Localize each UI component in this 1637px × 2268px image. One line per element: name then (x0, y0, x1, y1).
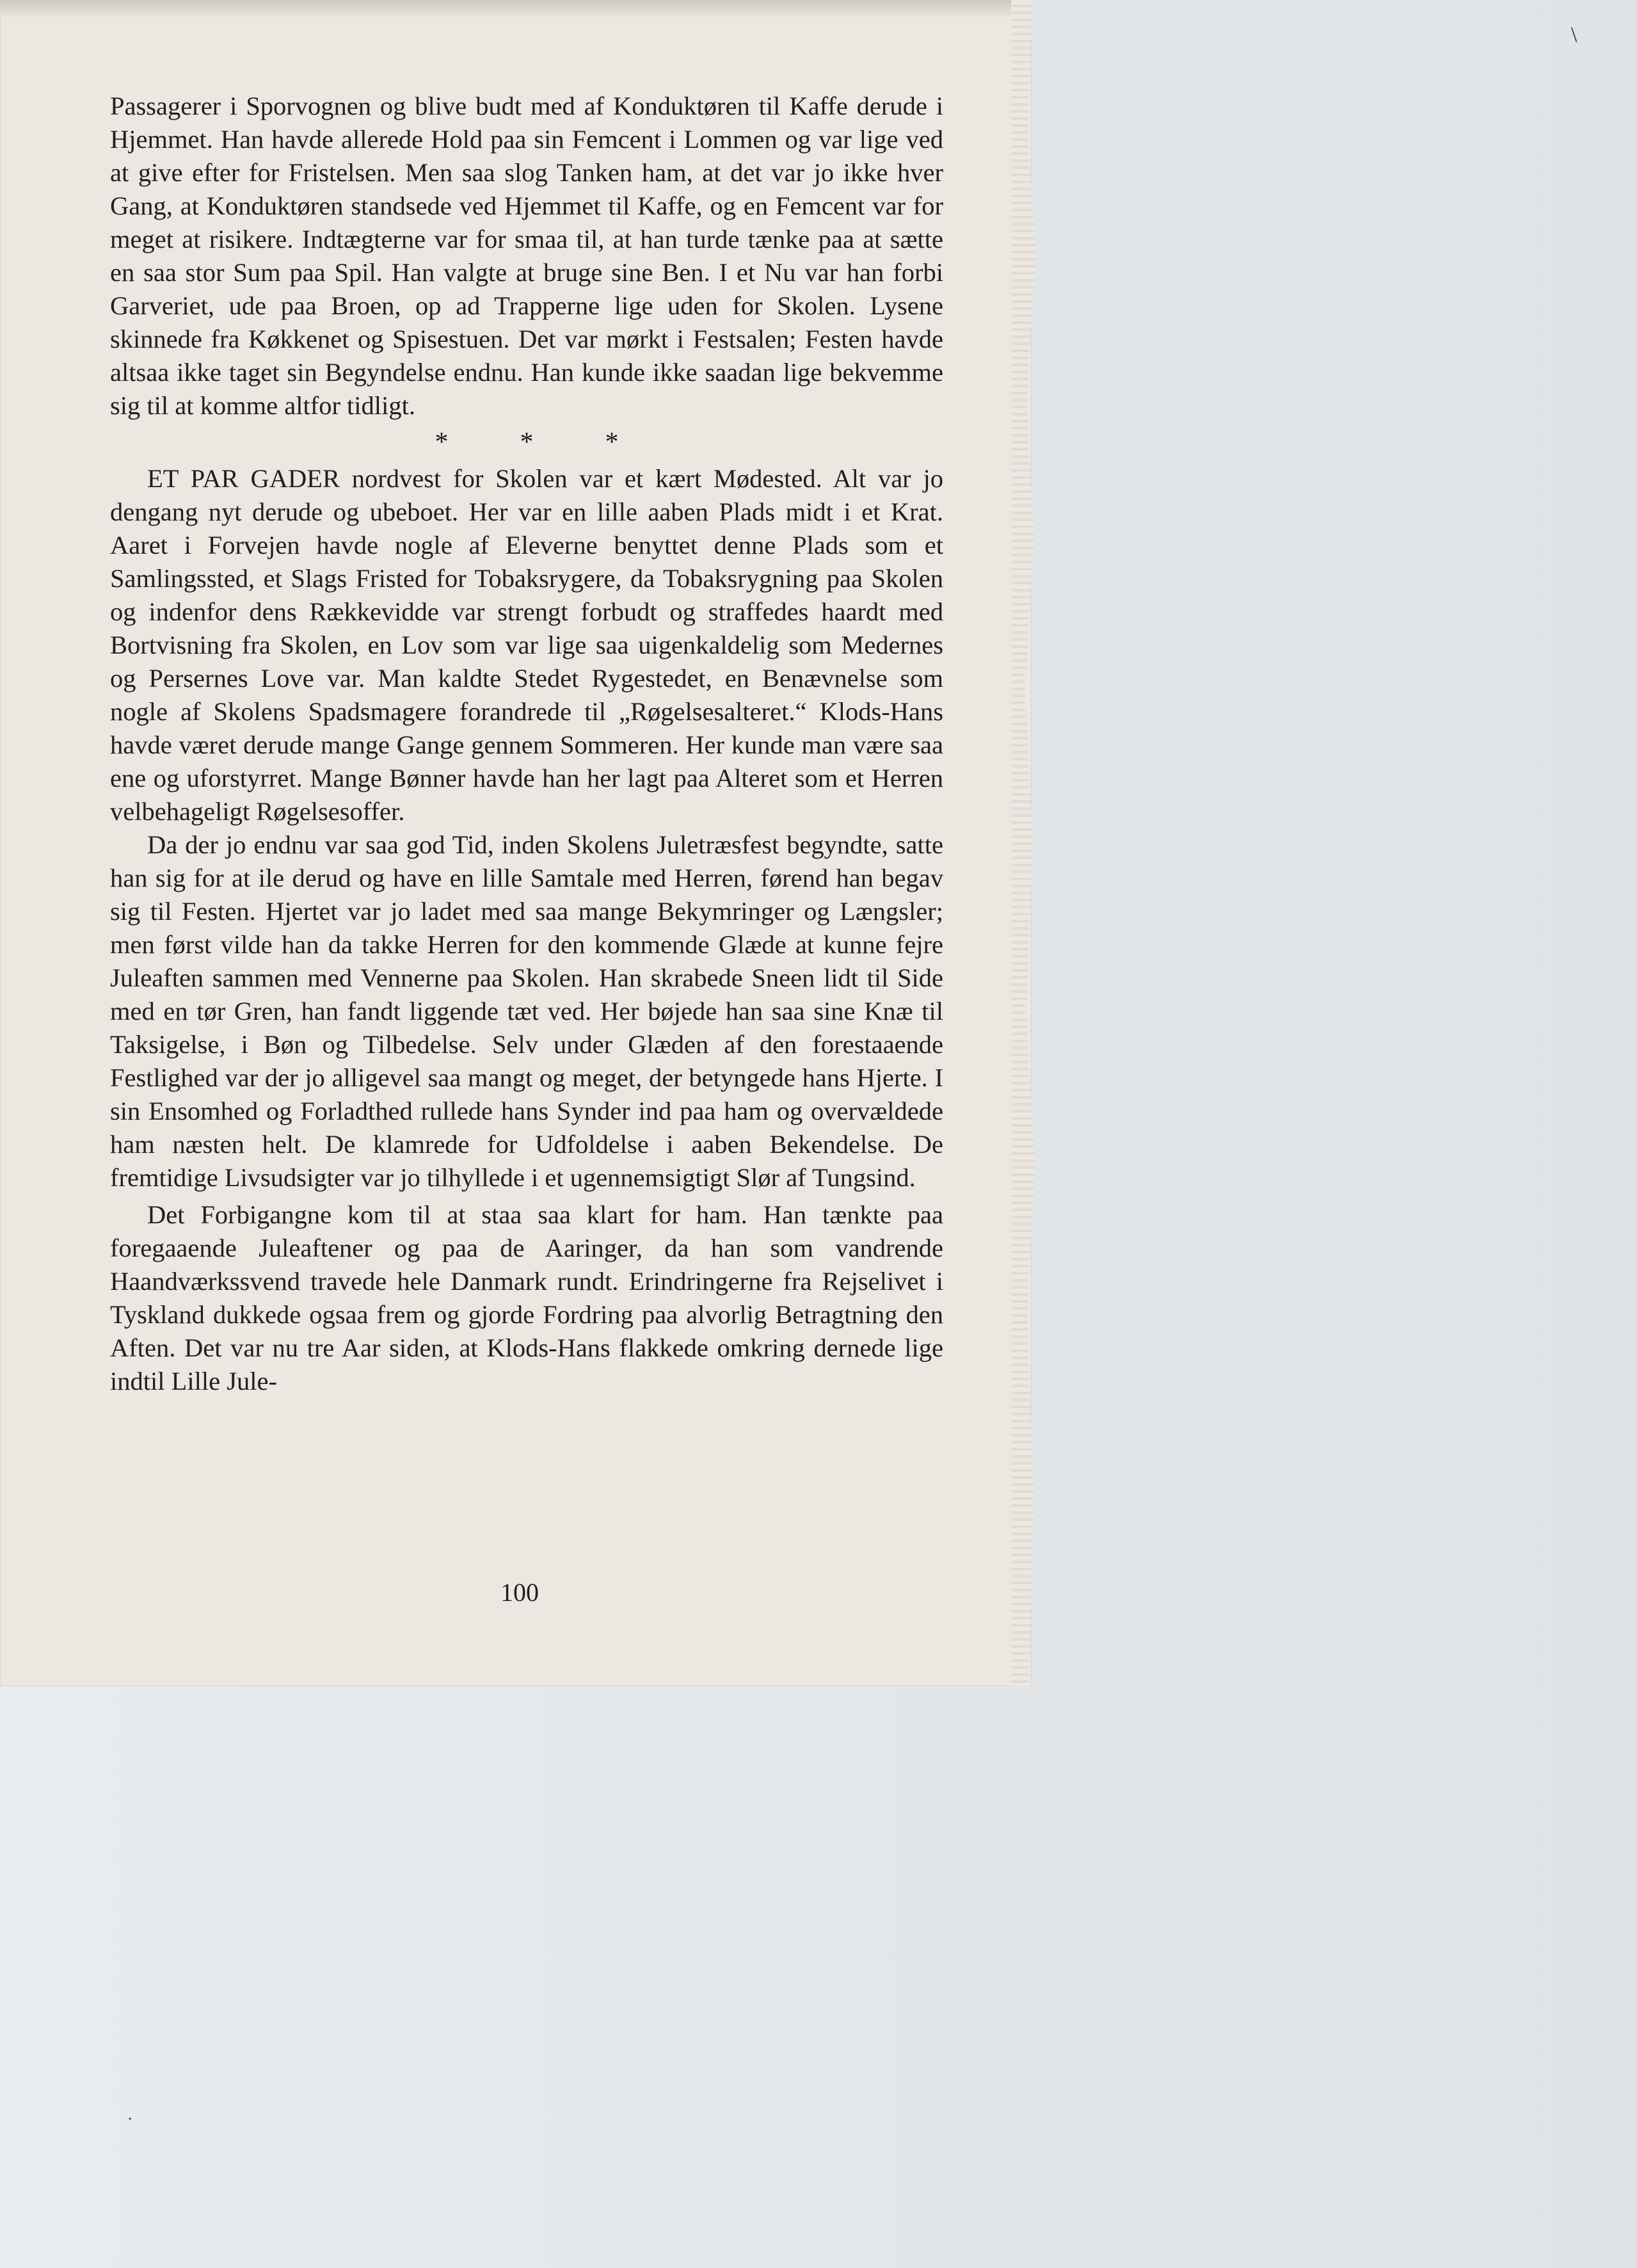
page-text (110, 90, 943, 1398)
asterisk: * (605, 428, 619, 457)
asterisk: * (520, 428, 534, 457)
paragraph: Passagerer i Sporvognen og blive budt med af Konduktøren til Kaffe derude i Hjemmet. Han havde allerede Hold paa sin Femcent i Lommen og var lige ved at give efter for Fristelsen. Men saa slog Tanken ham, at det var jo ikke hver Gang, at Konduktøren standsede ved Hjemmet til Kaffe, og en Femcent var for meget at risikere. Indtægterne var for smaa til, at han turde tænke paa at sætte en saa stor Sum paa Spil. Han valgte at bruge sine Ben. I et Nu var han forbi Garveriet, ude paa Broen, op ad Trapperne lige uden for Skolen. Lysene skinnede fra Køkkenet og Spisestuen. Det var mørkt i Festsalen; Festen havde altsaa ikke taget sin Begyndelse endnu. Han kunde ikke saadan lige bekvemme sig til at komme altfor tidligt. (110, 92, 943, 420)
scan-speck: \ (1571, 23, 1577, 47)
paragraph: ET PAR GADER nordvest for Skolen var et kært Mødested. Alt var jo dengang nyt derude og ubeboet. Her var en lille aaben Plads midt i et Krat. Aaret i Forvejen havde nogle af Eleverne benyttet denne Plads som et Samlingssted, et Slags Fristed for Tobaksrygere, da Tobaksrygning paa Skolen og indenfor dens Rækkevidde var strengt forbudt og straffedes haardt med Bortvisning fra Skolen, en Lov som var lige saa uigenkaldelig som Medernes og Persernes Love var. Man kaldte Stedet Rygestedet, en Benævnelse som nogle af Skolens Spadsmagere forandrede til „Røgelsesalteret.“ Klods-Hans havde været derude mange Gange gennem Sommeren. Her kunde man være saa ene og uforstyrret. Mange Bønner havde han her lagt paa Alteret som et Herren velbehageligt Røgelsesoffer. (110, 464, 943, 826)
asterisk: * (435, 428, 449, 457)
page-number: 100 (500, 1578, 539, 1607)
scan-speck: . (128, 2105, 132, 2123)
paragraph: Det Forbigangne kom til at staa saa klart for ham. Han tænkte paa foregaaende Juleaftener og paa de Aaringer, da han som vandrende Haandværkssvend travede hele Danmark rundt. Erindringerne fra Rejselivet i Tyskland dukkede ogsaa frem og gjorde Fordring paa alvorlig Betragtning den Aften. Det var nu tre Aar siden, at Klods-Hans flakkede omkring dernede lige indtil Lille Jule- (110, 1200, 943, 1395)
paragraph: Da der jo endnu var saa god Tid, inden Skolens Juletræsfest begyndte, satte han sig for at ile derud og have en lille Samtale med Herren, førend han begav sig til Festen. Hjertet var jo ladet med saa mange Bekymringer og Længsler; men først vilde han da takke Herren for den kommende Glæde at kunne fejre Juleaften sammen med Vennerne paa Skolen. Han skrabede Sneen lidt til Side med en tør Gren, han fandt liggende tæt ved. Her bøjede han saa sine Knæ til Taksigelse, i Bøn og Tilbedelse. Selv under Glæden af den forestaaende Festlighed var der jo alligevel saa mangt og meget, der betyngede hans Hjerte. I sin Ensomhed og Forladthed rullede hans Synder ind paa ham og overvældede ham næsten helt. De klamrede for Udfoldelse i aaben Bekendelse. De fremtidige Livsudsigter var jo tilhyllede i et ugennemsigtigt Slør af Tungsind. (110, 830, 943, 1192)
scanned-page (0, 0, 1032, 1686)
page-top-edge (0, 0, 1032, 17)
section-break (110, 422, 943, 462)
